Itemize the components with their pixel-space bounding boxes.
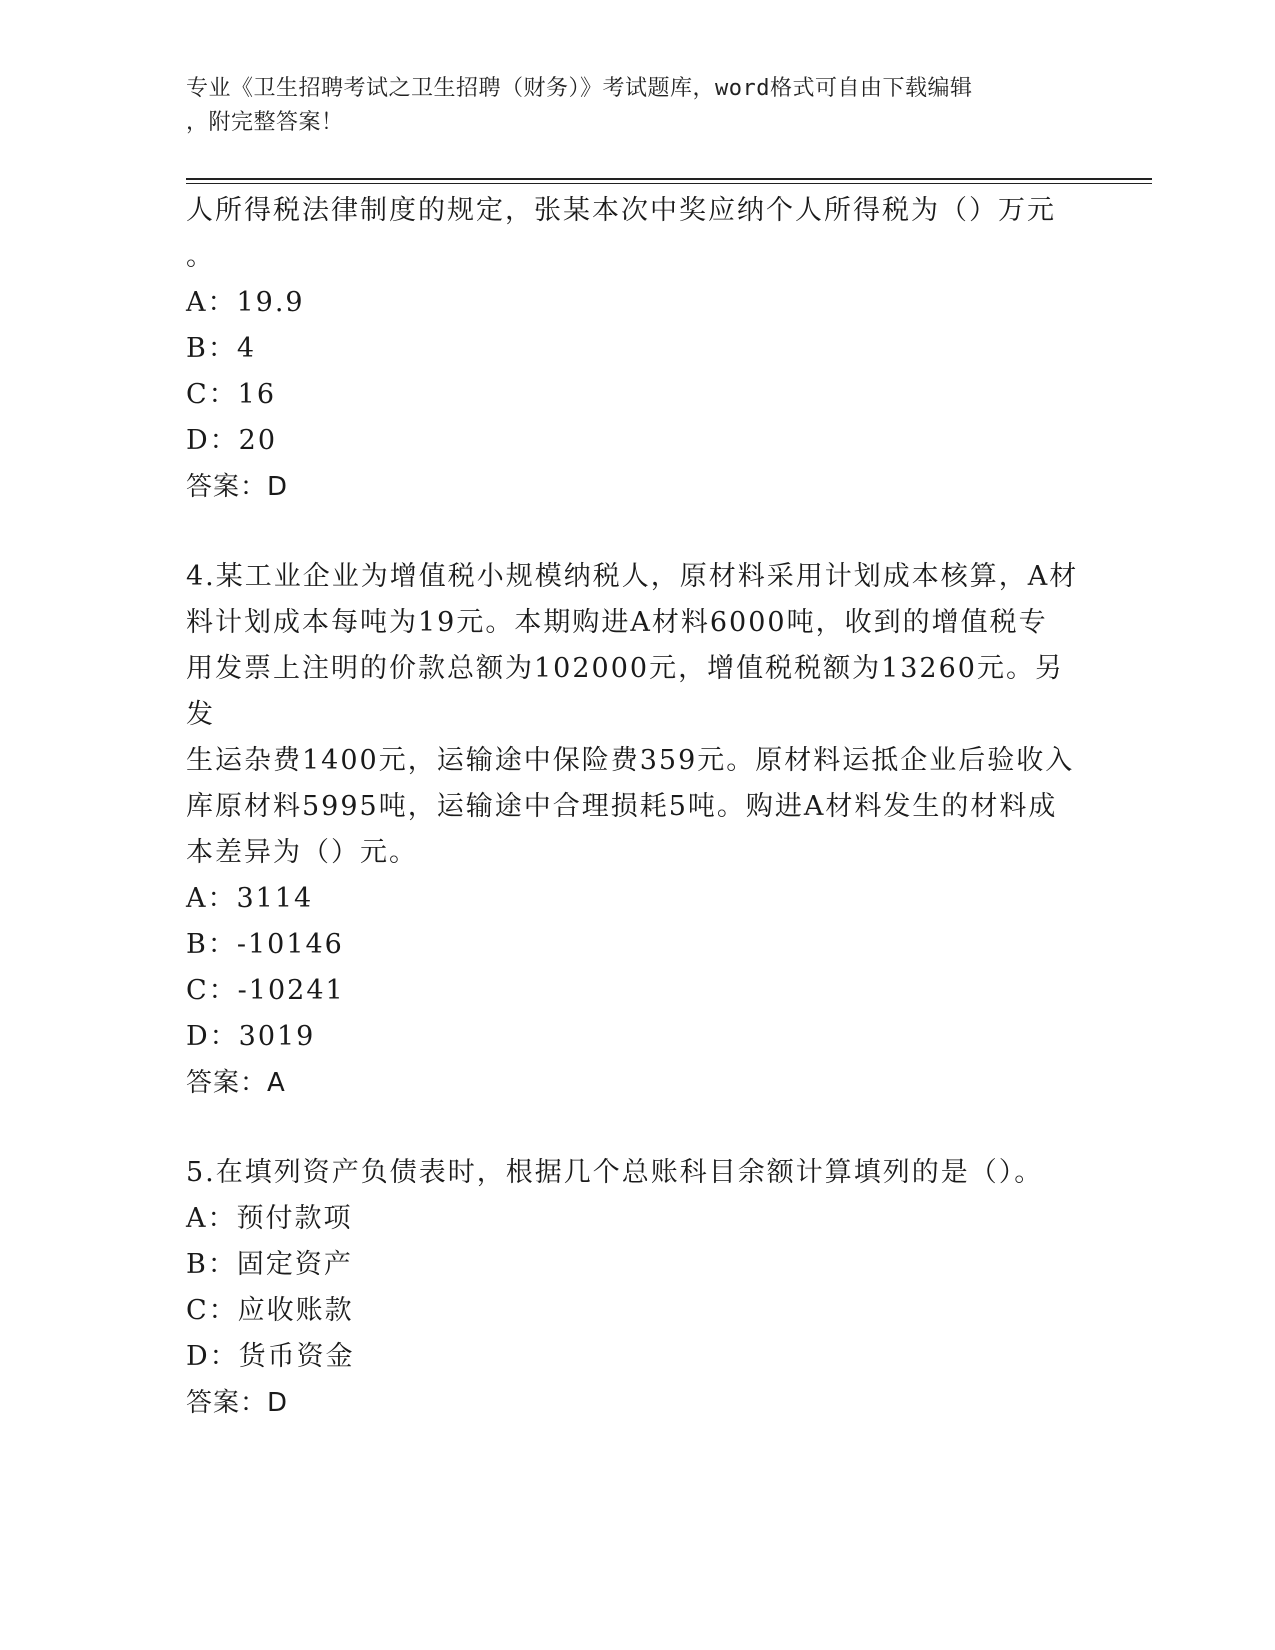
question-4-line: 4.某工业企业为增值税小规模纳税人，原材料采用计划成本核算，A材 <box>186 561 1079 592</box>
question-4-line: 本差异为（）元。 <box>186 837 418 868</box>
question-4-option-c: C：-10241 <box>186 975 345 1006</box>
document-body <box>186 188 1086 1426</box>
question-5-option-b: B：固定资产 <box>186 1249 353 1280</box>
question-3-option-a: A：19.9 <box>186 287 305 318</box>
question-4-option-d: D：3019 <box>186 1021 316 1052</box>
spacer <box>186 1106 1086 1150</box>
header-divider <box>186 178 1152 184</box>
question-3-text: 人所得税法律制度的规定，张某本次中奖应纳个人所得税为（）万元 <box>186 195 1056 226</box>
question-3-option-d: D：20 <box>186 425 278 456</box>
spacer <box>186 510 1086 554</box>
document-header <box>186 72 1066 140</box>
question-4-option-b: B：-10146 <box>186 929 344 960</box>
question-4-line: 料计划成本每吨为19元。本期购进A材料6000吨，收到的增值税专 <box>186 607 1048 638</box>
question-4-answer: 答案：A <box>186 1068 286 1098</box>
question-5-option-c: C：应收账款 <box>186 1295 354 1326</box>
question-5-answer: 答案：D <box>186 1388 289 1418</box>
question-5 <box>186 1150 1086 1426</box>
question-5-option-a: A：预付款项 <box>186 1203 353 1234</box>
question-4 <box>186 554 1086 1106</box>
question-5-text: 5.在填列资产负债表时，根据几个总账科目余额计算填列的是（）。 <box>186 1157 1044 1188</box>
question-4-line: 生运杂费1400元，运输途中保险费359元。原材料运抵企业后验收入 <box>186 745 1075 776</box>
header-line-2: ，附完整答案！ <box>186 110 344 135</box>
question-3-text-end: 。 <box>186 241 215 272</box>
question-3-option-c: C：16 <box>186 379 277 410</box>
header-line-1: 专业《卫生招聘考试之卫生招聘（财务）》考试题库，word格式可自由下载编辑 <box>186 76 973 101</box>
question-4-line: 用发票上注明的价款总额为102000元，增值税税额为13260元。另发 <box>186 653 1064 730</box>
question-5-option-d: D：货币资金 <box>186 1341 355 1372</box>
question-3 <box>186 188 1086 510</box>
question-4-option-a: A：3114 <box>186 883 314 914</box>
question-3-answer: 答案：D <box>186 472 289 502</box>
question-4-line: 库原材料5995吨，运输途中合理损耗5吨。购进A材料发生的材料成 <box>186 791 1058 822</box>
question-3-option-b: B：4 <box>186 333 257 364</box>
